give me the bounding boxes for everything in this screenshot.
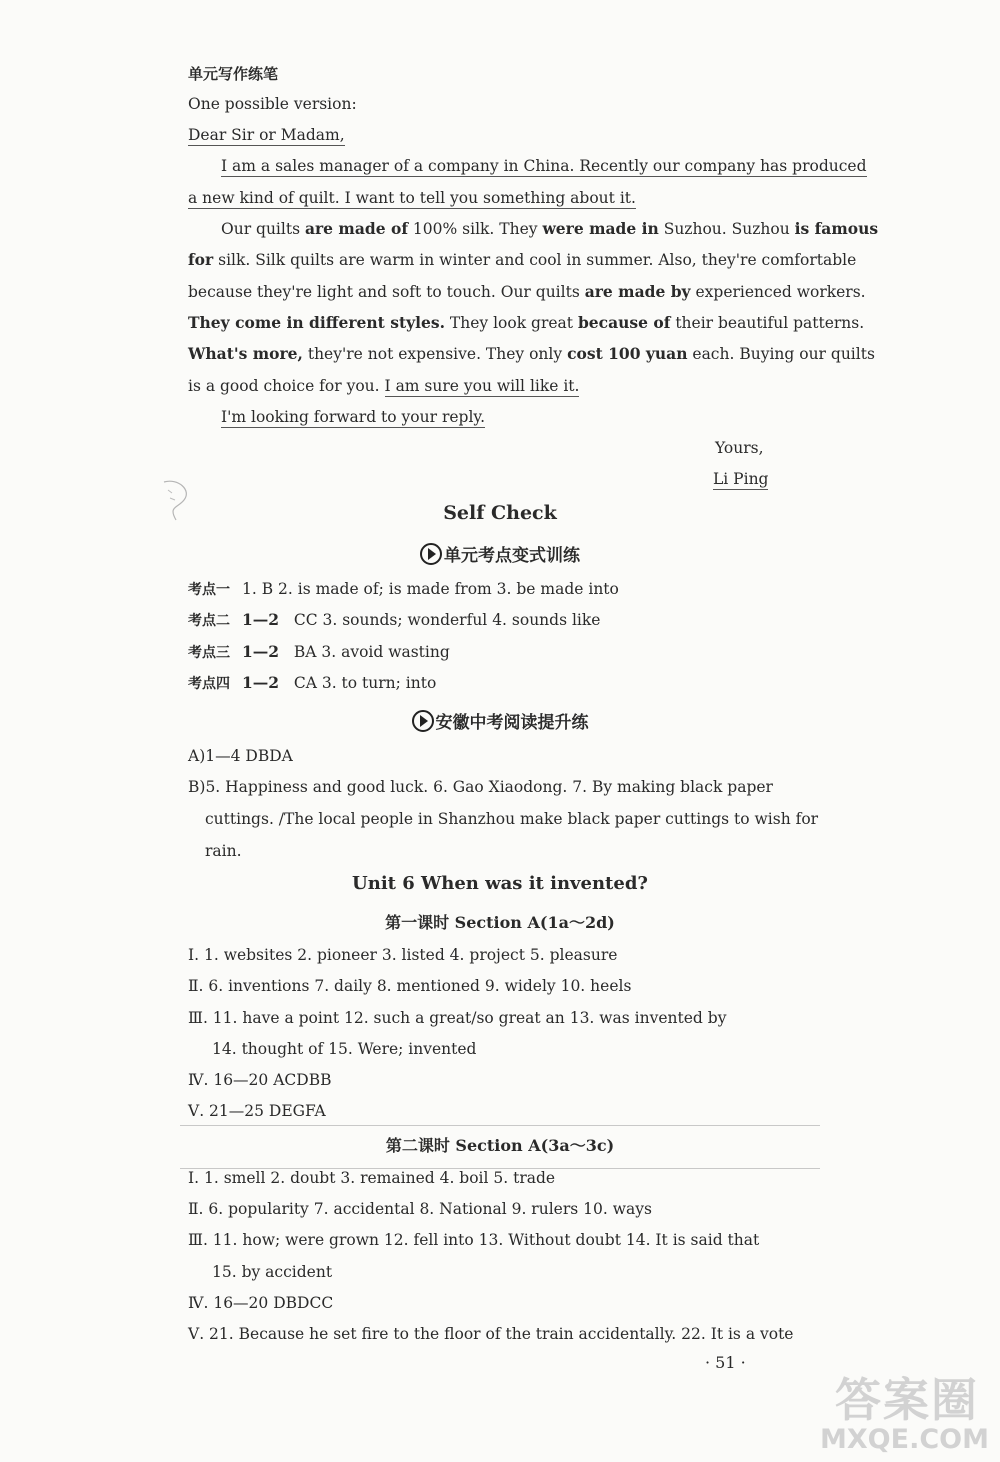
lesson1-row-2: Ⅱ. 6. inventions 7. daily 8. mentioned 9. widely 10. heels (188, 977, 632, 995)
letter-para2-line2: for silk. Silk quilts are warm in winter and cool in summer. Also, they're comfortable (188, 250, 857, 269)
self-check-subtitle-2: 安徽中考阅读提升练 (0, 708, 1000, 733)
lesson1-row-3: Ⅲ. 11. have a point 12. such a great/so great an 13. was invented by (188, 1009, 727, 1027)
divider (180, 1125, 820, 1126)
letter-para2-line3: because they're light and soft to touch. Our quilts are made by experienced workers. (188, 282, 866, 301)
lesson1-row-5: Ⅴ. 21—25 DEGFA (188, 1102, 326, 1120)
reading-b-line2: cuttings. /The local people in Shanzhou make black paper cuttings to wish for (205, 810, 819, 828)
letter-signature: Li Ping (713, 470, 769, 488)
kaodian-4: 考点四 1—2 CA 3. to turn; into (188, 673, 437, 692)
play-arrow-icon (420, 543, 442, 565)
letter-para2-line1: Our quilts are made of 100% silk. They were made in Suzhou. Suzhou is famous (221, 219, 879, 238)
lesson1-row-4: Ⅳ. 16—20 ACDBB (188, 1071, 332, 1089)
play-arrow-icon (412, 710, 434, 732)
reading-b-line1: B)5. Happiness and good luck. 6. Gao Xiaodong. 7. By making black paper (188, 778, 773, 796)
lesson1-title: 第一课时 Section A(1a～2d) (385, 913, 615, 932)
letter-para2-line4: They come in different styles. They look great because of their beautiful patterns. (188, 313, 865, 332)
kaodian-3: 考点三 1—2 BA 3. avoid wasting (188, 642, 450, 661)
lesson2-title: 第二课时 Section A(3a～3c) (385, 1136, 615, 1155)
kaodian-2: 考点二 1—2 CC 3. sounds; wonderful 4. sounds like (188, 610, 601, 629)
watermark-logo: 答案圈 (835, 1373, 979, 1427)
kaodian-1: 考点一 1. B 2. is made of; is made from 3. be made into (188, 580, 619, 598)
lesson2-row-3: Ⅲ. 11. how; were grown 12. fell into 13. Without doubt 14. It is said that (188, 1231, 760, 1249)
reading-a-answers: A)1—4 DBDA (188, 747, 293, 765)
self-check-subtitle-1: 单元考点变式训练 (0, 541, 1000, 566)
writing-intro: One possible version: (188, 95, 357, 113)
unit-title: Unit 6 When was it invented? (352, 873, 648, 894)
letter-para1-line1: I am a sales manager of a company in China. Recently our company has produced (221, 157, 867, 175)
lesson1-row-3b: 14. thought of 15. Were; invented (212, 1040, 477, 1058)
lesson2-row-5: Ⅴ. 21. Because he set fire to the floor of the train accidentally. 22. It is a vote (188, 1325, 794, 1343)
page-number: · 51 · (705, 1353, 746, 1372)
watermark-url: MXQE.COM (820, 1424, 989, 1455)
writing-heading: 单元写作练笔 (188, 65, 279, 83)
self-check-title: Self Check (443, 502, 557, 524)
letter-para2-line6: is a good choice for you. I am sure you will like it. (188, 377, 580, 395)
letter-sign-off: Yours, (715, 439, 764, 457)
letter-para2-line5: What's more, they're not expensive. They only cost 100 yuan each. Buying our quilts (188, 344, 875, 363)
lesson2-row-3b: 15. by accident (212, 1263, 333, 1281)
letter-para1-line2: a new kind of quilt. I want to tell you something about it. (188, 189, 636, 207)
lesson2-row-1: Ⅰ. 1. smell 2. doubt 3. remained 4. boil 5. trade (188, 1169, 556, 1187)
lesson1-row-1: Ⅰ. 1. websites 2. pioneer 3. listed 4. project 5. pleasure (188, 946, 618, 964)
letter-salutation: Dear Sir or Madam, (188, 126, 345, 144)
letter-closing-line: I'm looking forward to your reply. (221, 408, 486, 426)
reading-b-line3: rain. (205, 842, 242, 860)
lesson2-row-2: Ⅱ. 6. popularity 7. accidental 8. National 9. rulers 10. ways (188, 1200, 652, 1218)
lesson2-row-4: Ⅳ. 16—20 DBDCC (188, 1294, 334, 1312)
